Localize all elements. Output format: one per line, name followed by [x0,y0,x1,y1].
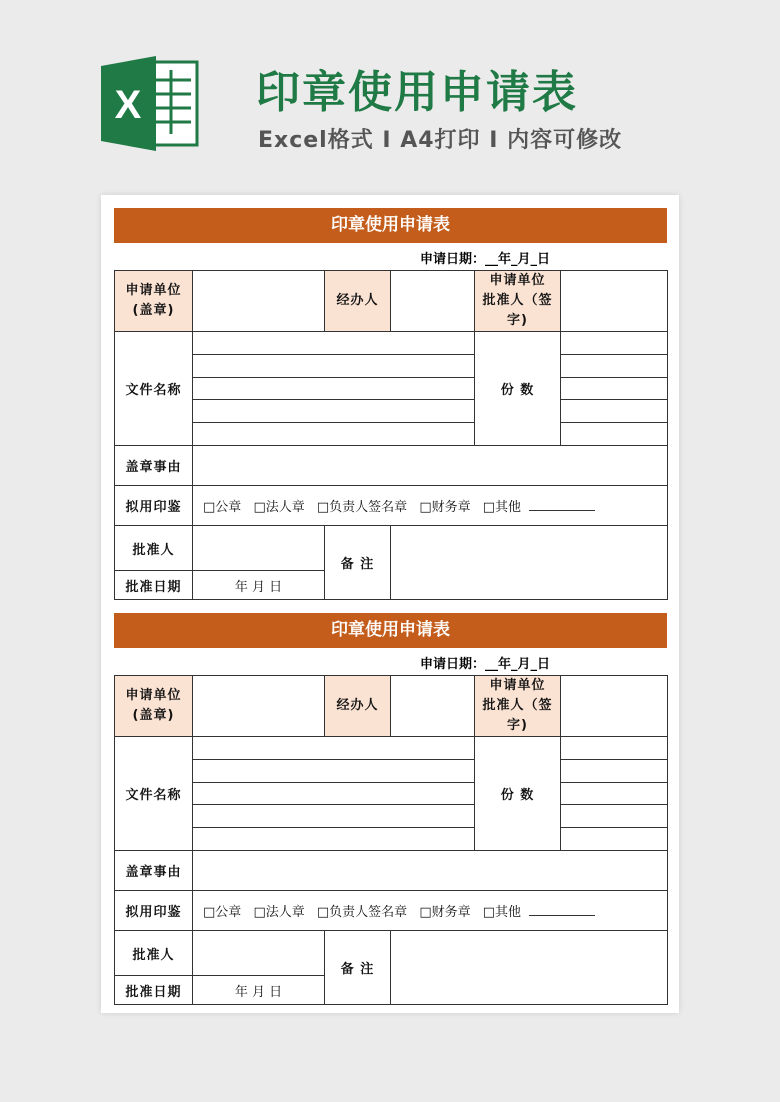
document-sheet [101,195,679,1013]
svg-text:X: X [114,83,142,127]
form-banner-title: 印章使用申请表 [114,613,667,648]
remarks-label: 备 注 [325,931,391,1005]
approved-by-label: 批准人 [115,526,193,571]
planned-seal-label: 拟用印鉴 [115,891,193,931]
seal-reason-field[interactable] [193,446,668,486]
approver-label: 申请单位 批准人（签字) [475,676,561,737]
seal-option-signature-checkbox[interactable]: □负责人签名章 [316,500,408,515]
approved-by-label: 批准人 [115,931,193,976]
form-table [114,675,668,1005]
seal-options [193,891,668,931]
seal-option-signature-checkbox[interactable]: □负责人签名章 [316,905,408,920]
applicant-unit-field[interactable] [193,676,325,737]
applicant-unit-label: 申请单位 (盖章) [115,271,193,332]
application-date-line [114,243,667,270]
seal-option-other-checkbox[interactable]: □其他 [482,500,522,515]
approver-signature-field[interactable] [561,271,668,332]
applicant-unit-field[interactable] [193,271,325,332]
seal-option-official-checkbox[interactable]: □公章 [203,905,242,920]
handler-label: 经办人 [325,676,391,737]
seal-reason-field[interactable] [193,851,668,891]
copies-field[interactable] [561,332,668,446]
applicant-unit-label: 申请单位 (盖章) [115,676,193,737]
approved-by-field[interactable] [193,526,325,571]
approval-date-label: 批准日期 [115,976,193,1005]
copies-field[interactable] [561,737,668,851]
seal-option-legal-rep-checkbox[interactable]: □法人章 [253,500,305,515]
approved-by-field[interactable] [193,931,325,976]
handler-field[interactable] [391,676,475,737]
application-date-line [114,648,667,675]
document-name-label: 文件名称 [115,737,193,851]
seal-option-other-checkbox[interactable]: □其他 [482,905,522,920]
seal-reason-label: 盖章事由 [115,851,193,891]
approval-date-label: 批准日期 [115,571,193,600]
seal-option-finance-checkbox[interactable]: □财务章 [419,905,471,920]
planned-seal-label: 拟用印鉴 [115,486,193,526]
page-title: 印章使用申请表 [256,67,578,118]
approval-date-field[interactable]: 年 月 日 [193,571,325,600]
approval-date-field[interactable]: 年 月 日 [193,976,325,1005]
seal-option-finance-checkbox[interactable]: □财务章 [419,500,471,515]
application-date-text: 申请日期：__年_月_日 [420,657,551,672]
approver-label: 申请单位 批准人（签字) [475,271,561,332]
handler-label: 经办人 [325,271,391,332]
seal-option-official-checkbox[interactable]: □公章 [203,500,242,515]
form-banner-title: 印章使用申请表 [114,208,667,243]
approver-signature-field[interactable] [561,676,668,737]
application-date-text: 申请日期：__年_月_日 [420,252,551,267]
seal-other-blank[interactable] [529,498,595,511]
remarks-field[interactable] [391,931,668,1005]
remarks-label: 备 注 [325,526,391,600]
seal-reason-label: 盖章事由 [115,446,193,486]
seal-option-legal-rep-checkbox[interactable]: □法人章 [253,905,305,920]
application-form [114,613,667,1005]
document-name-label: 文件名称 [115,332,193,446]
copies-label: 份 数 [475,332,561,446]
excel-logo-icon [101,56,200,151]
page-subtitle: Excel格式 I A4打印 I 内容可修改 [258,128,623,153]
form-table [114,270,668,600]
seal-options [193,486,668,526]
page-header [0,0,780,190]
handler-field[interactable] [391,271,475,332]
seal-other-blank[interactable] [529,903,595,916]
application-form [114,208,667,600]
remarks-field[interactable] [391,526,668,600]
document-name-field[interactable] [193,332,475,446]
copies-label: 份 数 [475,737,561,851]
document-name-field[interactable] [193,737,475,851]
